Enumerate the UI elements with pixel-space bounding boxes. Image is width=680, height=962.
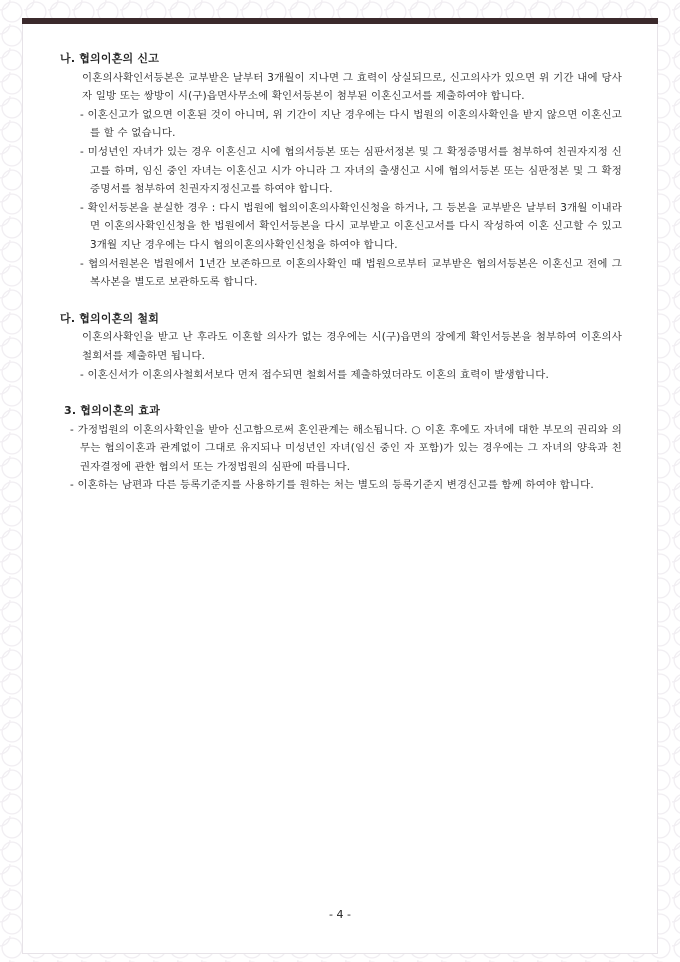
list-item: - 이혼신서가 이혼의사철회서보다 먼저 접수되면 철회서를 제출하였더라도 이혼의 효력이 발생합니다.	[80, 368, 549, 381]
section-da-heading: 다. 협의이혼의 철회	[60, 311, 160, 325]
section-na-paragraph: 이혼의사확인서등본은 교부받은 날부터 3개월이 지나면 그 효력이 상실되므로, 신고의사가 있으면 위 기간 내에 당사자 일방 또는 쌍방이 시(구)읍면사무소에 확인서등본이 첨부된 이혼신고서를 제출하여야 합니다.	[82, 71, 622, 103]
document-content	[44, 50, 622, 513]
section-na-heading: 나. 협의이혼의 신고	[60, 52, 160, 65]
section-da-paragraph: 이혼의사확인을 받고 난 후라도 이혼할 의사가 없는 경우에는 시(구)읍면의 장에게 확인서등본을 첨부하여 이혼의사철회서를 제출하면 됩니다.	[82, 331, 622, 362]
list-item: - 미성년인 자녀가 있는 경우 이혼신고 시에 협의서등본 또는 심판서정본 및 그 확정증명서를 첨부하여 친권자지정 신고를 하며, 임신 중인 자녀는 이혼신고 시가 아니라 그 자녀의 출생신고 시에 협의서등본 또는 심판정본 및 그 확정증명서를 첨부하여 친권자지정신고를 하여야 합니다.	[80, 145, 622, 196]
section-na	[44, 50, 622, 292]
list-item: - 이혼하는 남편과 다른 등록기준지를 사용하기를 원하는 처는 별도의 등록기준지 변경신고를 함께 하여야 합니다.	[70, 479, 594, 492]
list-item: - 가정법원의 이혼의사확인을 받아 신고함으로써 혼인관계는 해소됩니다. ○ 이혼 후에도 자녀에 대한 부모의 권리와 의무는 협의이혼과 관계없이 그대로 유지되나 미성년인 자녀(임신 중인 자 포함)가 있는 경우에는 그 자녀의 양육과 친권자결정에 관한 협의서 또는 가정법원의 심판에 따릅니다.	[70, 423, 622, 473]
section-three-heading: 3. 협의이혼의 효과	[64, 404, 161, 418]
section-da	[44, 310, 622, 384]
page-number: - 4 -	[329, 908, 351, 921]
list-item: - 확인서등본을 분실한 경우 : 다시 법원에 협의이혼의사확인신청을 하거나, 그 등본을 교부받은 날부터 3개월 이내라면 이혼의사확인신청을 한 법원에서 확인서등본을 다시 교부받고 이혼신고서를 다시 작성하여 이혼 신고할 수 있고 3개월 지난 경우에는 다시 협의이혼의사확인신청을 하여야 합니다.	[80, 201, 622, 251]
list-item: - 이혼신고가 없으면 이혼된 것이 아니며, 위 기간이 지난 경우에는 다시 법원의 이혼의사확인을 받지 않으면 이혼신고를 할 수 없습니다.	[80, 108, 622, 140]
section-three	[44, 402, 622, 495]
list-item: - 협의서원본은 법원에서 1년간 보존하므로 이혼의사확인 때 법원으로부터 교부받은 협의서등본은 이혼신고 전에 그 복사본을 별도로 보관하도록 합니다.	[80, 257, 622, 289]
